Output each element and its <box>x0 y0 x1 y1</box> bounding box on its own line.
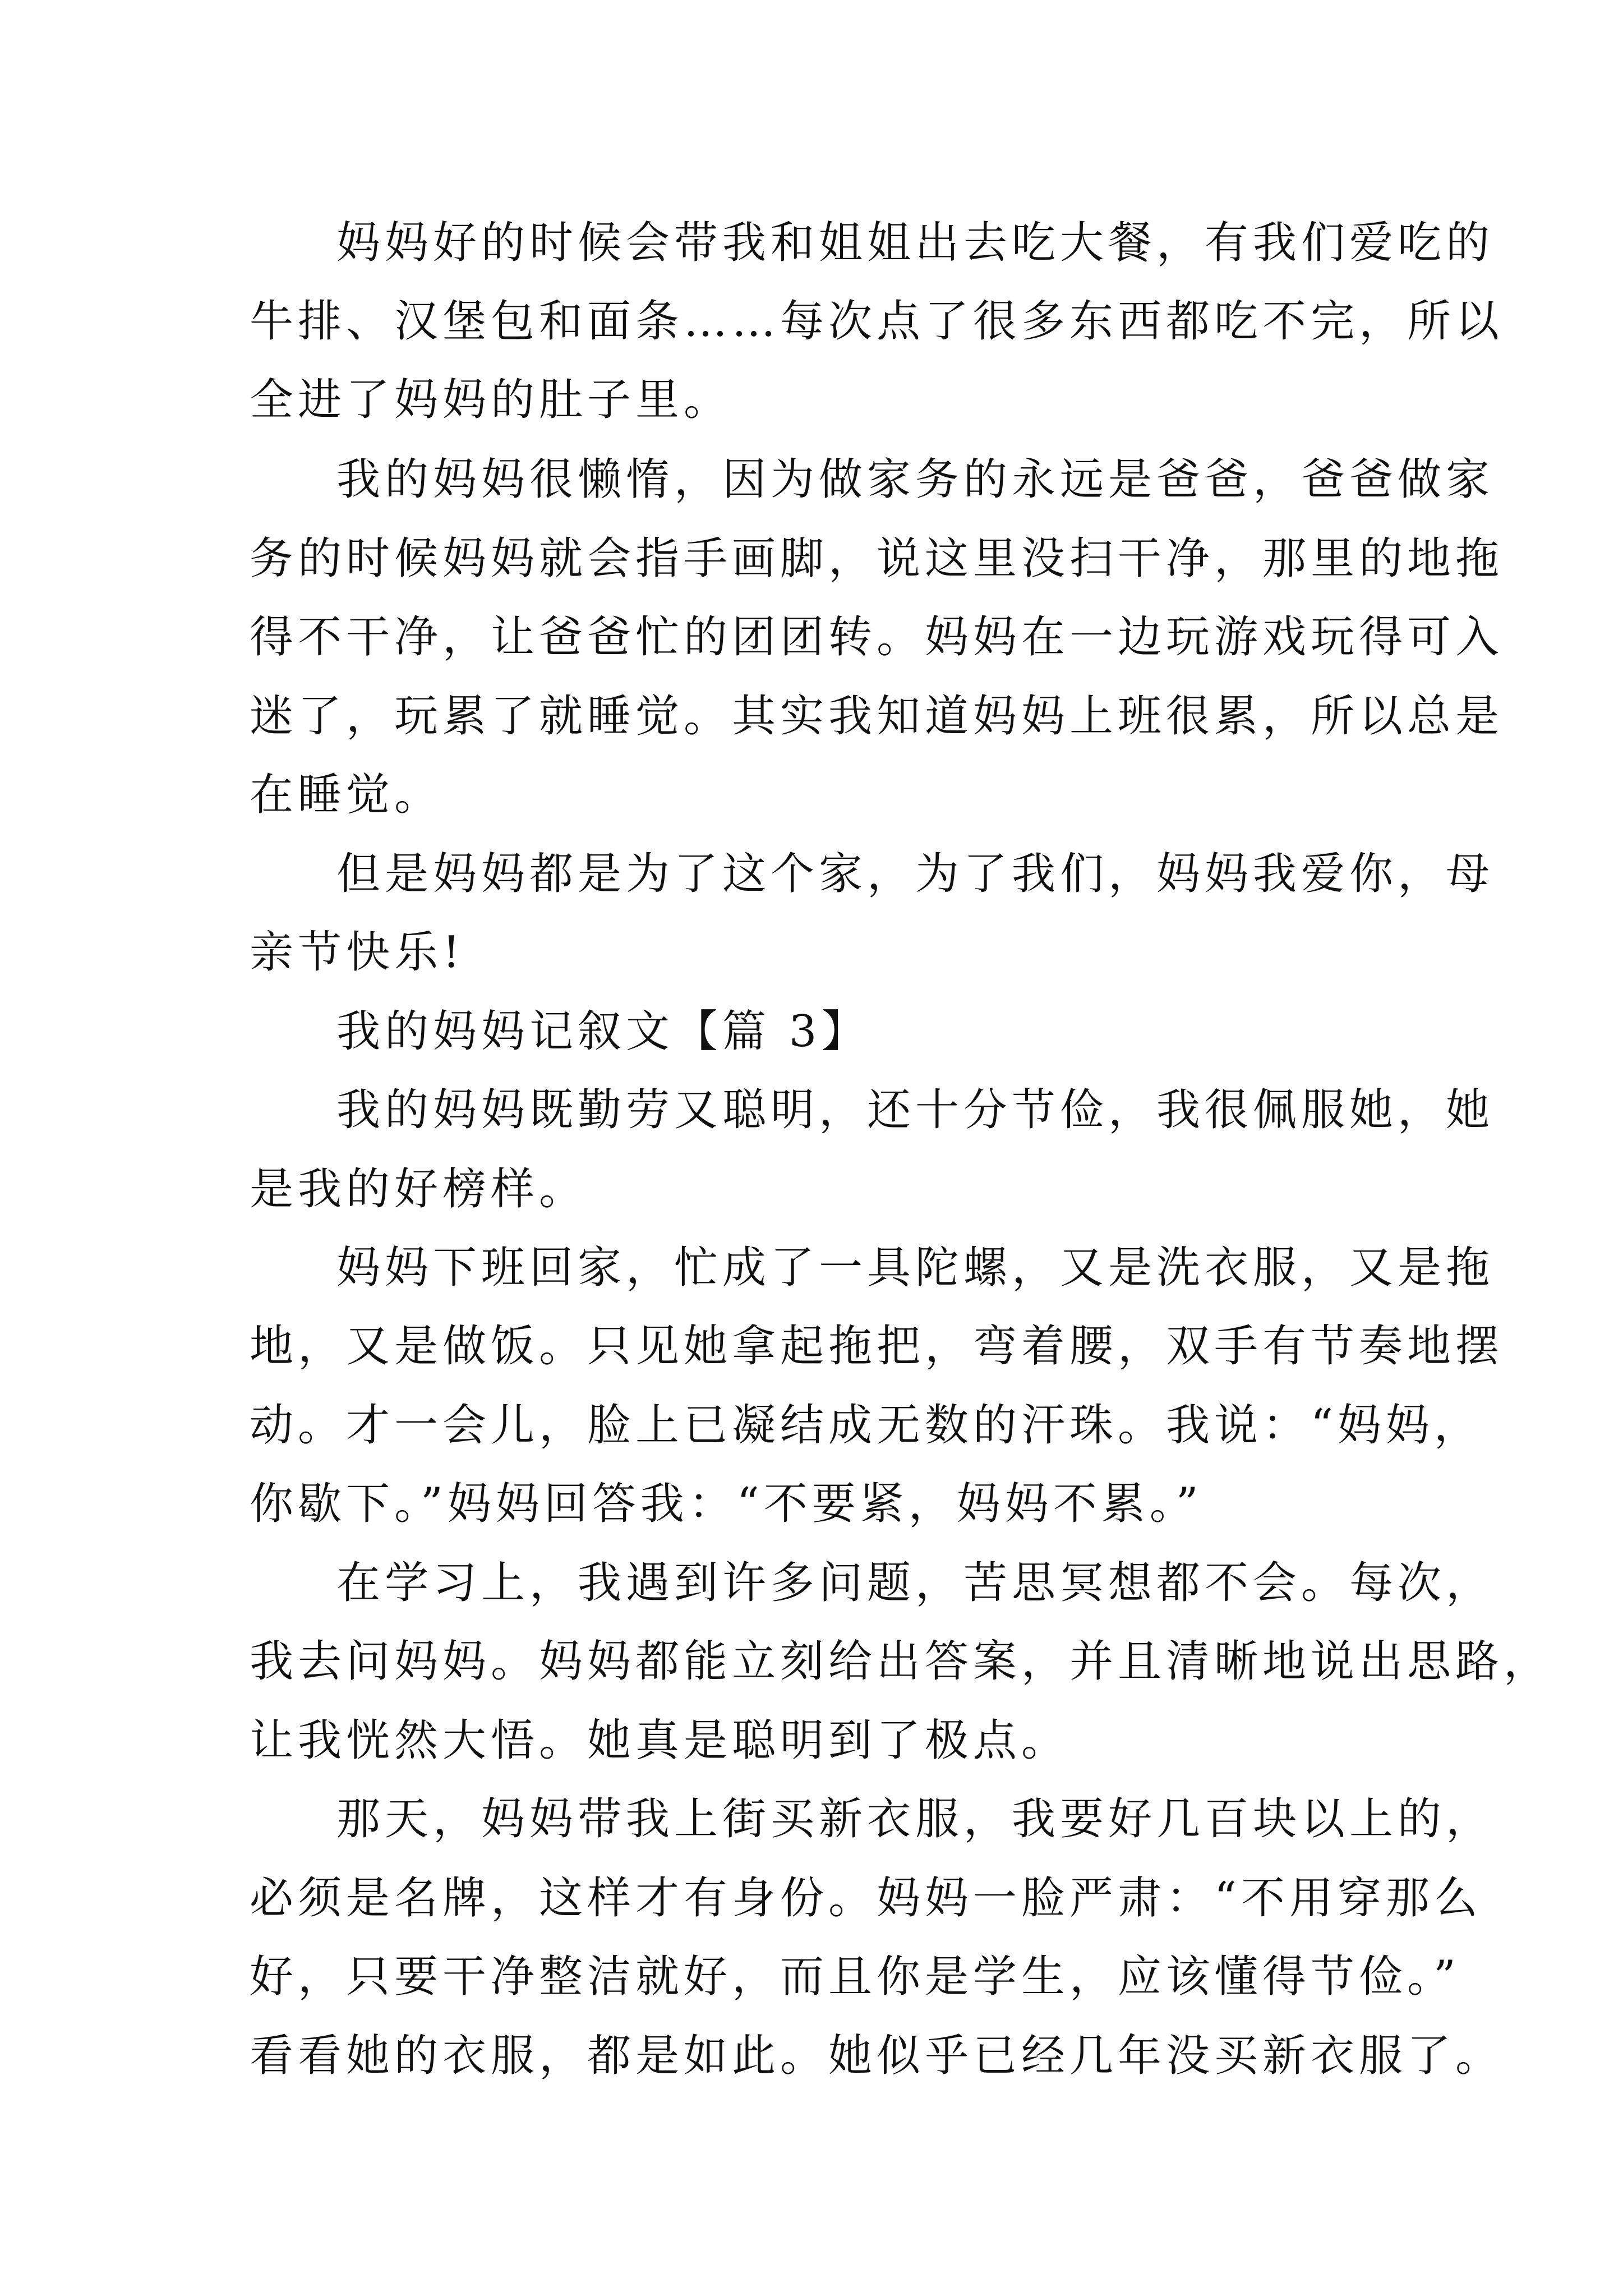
text-line: 但是妈妈都是为了这个家，为了我们，妈妈我爱你，母 <box>336 849 1495 899</box>
text-line: 我的妈妈很懒惰，因为做家务的永远是爸爸，爸爸做家 <box>336 454 1495 505</box>
text-line: 是我的好榜样。 <box>250 1164 588 1214</box>
text-line: 务的时候妈妈就会指手画脚，说这里没扫干净，那里的地拖 <box>250 533 1504 584</box>
text-line: 那天，妈妈带我上街买新衣服，我要好几百块以上的， <box>336 1794 1495 1844</box>
text-line: 看看她的衣服，都是如此。她似乎已经几年没买新衣服了。 <box>250 2031 1504 2081</box>
text-line: 让我恍然大悟。她真是聪明到了极点。 <box>250 1715 1070 1766</box>
text-line: 地，又是做饭。只见她拿起拖把，弯着腰，双手有节奏地摆 <box>250 1321 1504 1372</box>
text-line: 妈妈下班回家，忙成了一具陀螺，又是洗衣服，又是拖 <box>336 1243 1495 1293</box>
text-line: 动。才一会儿，脸上已凝结成无数的汗珠。我说：“妈妈， <box>250 1400 1482 1451</box>
text-line: 在睡觉。 <box>250 770 443 820</box>
text-line: 我的妈妈既勤劳又聪明，还十分节俭，我很佩服她，她 <box>336 1085 1495 1135</box>
text-line: 你歇下。”妈妈回答我：“不要紧，妈妈不累。” <box>250 1479 1203 1529</box>
text-line: 迷了，玩累了就睡觉。其实我知道妈妈上班很累，所以总是 <box>250 691 1504 742</box>
text-line: 妈妈好的时候会带我和姐姐出去吃大餐，有我们爱吃的 <box>336 218 1495 268</box>
text-line: 我去问妈妈。妈妈都能立刻给出答案，并且清晰地说出思路， <box>250 1636 1552 1687</box>
section-heading: 我的妈妈记叙文【篇 3】 <box>336 1006 870 1057</box>
text-line: 必须是名牌，这样才有身份。妈妈一脸严肃：“不用穿那么 <box>250 1873 1482 1924</box>
text-line: 全进了妈妈的肚子里。 <box>250 375 732 425</box>
text-line: 好，只要干净整洁就好，而且你是学生，应该懂得节俭。” <box>250 1952 1460 2002</box>
text-line: 得不干净，让爸爸忙的团团转。妈妈在一边玩游戏玩得可入 <box>250 612 1504 662</box>
text-line: 在学习上，我遇到许多问题，苦思冥想都不会。每次， <box>336 1558 1495 1608</box>
text-line: 亲节快乐! <box>250 927 465 978</box>
text-line: 牛排、汉堡包和面条……每次点了很多东西都吃不完，所以 <box>250 296 1504 347</box>
